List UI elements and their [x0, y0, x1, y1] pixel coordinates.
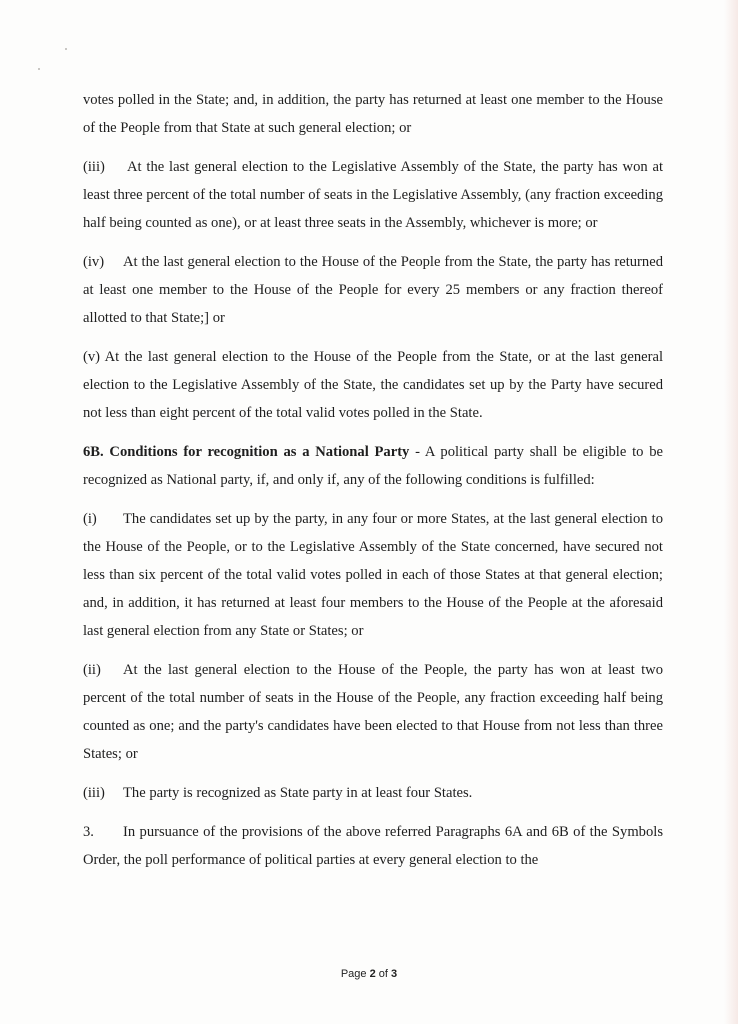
- clause-text: At the last general election to the Legislative Assembly of the State, the party has won at least three percent of the total number of seats in the Legislative Assembly, (any fraction exceeding half being counted as one), or at least three seats in the Assembly, whichever is more; or: [83, 159, 663, 231]
- page-label: Page: [340, 968, 367, 980]
- scan-speck: [65, 48, 67, 50]
- clause-6b-ii: [83, 656, 663, 768]
- page-footer: [0, 968, 738, 980]
- clause-number: (iii): [83, 159, 105, 175]
- total-pages: 3: [391, 968, 398, 980]
- section-heading: 6B. Conditions for recognition as a National Party: [83, 444, 410, 460]
- clause-6b-iii: [83, 779, 663, 807]
- clause-number: (iv): [83, 254, 105, 270]
- clause-iii: [83, 153, 663, 237]
- clause-text: At the last general election to the House of the People, the party has won at least two percent of the total number of seats in the House of the People, any fraction exceeding half being counted as one; and the party's candidates have been elected to that House from not less than three States; or: [83, 662, 663, 762]
- paragraph-number: 3.: [83, 824, 94, 840]
- paragraph-3: [83, 818, 663, 874]
- clause-text: At the last general election to the House of the People from the State, the party has returned at least one member to the House of the People for every 25 members or any fraction thereof allotted to that State;] or: [83, 254, 663, 326]
- clause-number: (iii): [83, 785, 105, 801]
- clause-v: [83, 343, 663, 427]
- of-label: of: [378, 968, 388, 980]
- clause-text: (v) At the last general election to the House of the People from the State, or at the last general election to the Legislative Assembly of the State, the candidates set up by the Party have secured not less than eight percent of the total valid votes polled in the State.: [83, 349, 663, 421]
- section-6b: [83, 438, 663, 494]
- section-intro-text: - A political party shall be eligible to be recognized as National party, if, and only if, any of the following conditions is fulfilled:: [83, 444, 663, 488]
- page-number: 2: [369, 968, 376, 980]
- paragraph-continuation: [83, 86, 663, 142]
- clause-iv: [83, 248, 663, 332]
- clause-number: (ii): [83, 662, 101, 678]
- page-edge-shadow: [724, 0, 738, 1024]
- clause-number: (i): [83, 511, 97, 527]
- clause-text: The candidates set up by the party, in any four or more States, at the last general election to the House of the People, or to the Legislative Assembly of the State concerned, have secured not less than six percent of the total valid votes polled in each of those States at that general election; and, in addition, it has returned at least four members to the House of the People at the aforesaid last general election from any State or States; or: [83, 511, 663, 639]
- paragraph-text: votes polled in the State; and, in addition, the party has returned at least one member to the House of the People from that State at such general election; or: [83, 92, 663, 136]
- document-body: [83, 86, 663, 885]
- scan-speck: [38, 68, 40, 70]
- clause-text: The party is recognized as State party in at least four States.: [123, 785, 473, 801]
- clause-6b-i: [83, 505, 663, 645]
- paragraph-text: In pursuance of the provisions of the above referred Paragraphs 6A and 6B of the Symbols Order, the poll performance of political parties at every general election to the: [83, 824, 663, 868]
